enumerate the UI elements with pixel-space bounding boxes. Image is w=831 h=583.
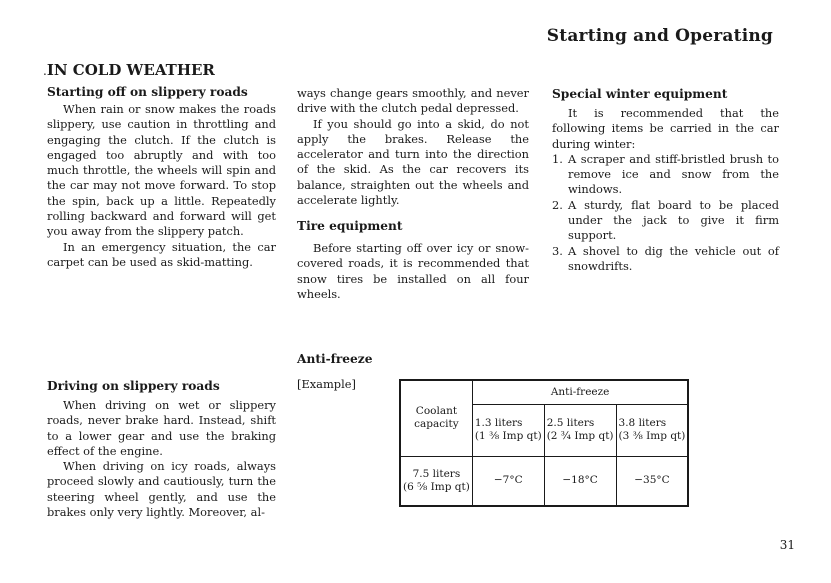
example-label: [Example] [297, 377, 356, 391]
table-group-header: Anti-freeze [472, 380, 688, 404]
list-item: 1. A scraper and stiff-bristled brush to remove ice and snow from the windows. [552, 151, 779, 197]
paragraph: It is recommended that the following items be carried in the car during winter: [552, 106, 779, 151]
table-cell: −7°C [472, 456, 544, 506]
page-title: Starting and Operating [546, 26, 773, 46]
paragraph: When driving on wet or slippery roads, never brake hard. Instead, shift to a lower gear and use the braking effect of the engine. [47, 398, 276, 458]
table-header-cell: 1.3 liters (1 ⅜ Imp qt) [472, 404, 544, 456]
section-title-text: IN COLD WEATHER [46, 61, 215, 79]
body-winter-equipment [552, 106, 779, 274]
section-driving-slippery [47, 379, 276, 520]
table-row-header: Coolant capacity [400, 380, 472, 456]
subheading-starting-slippery: Starting off on slippery roads [47, 85, 248, 99]
paragraph: When driving on icy roads, always proceed slowly and cautiously, turn the steering wheel gently, and use the brakes only very lightly. Moreover, al- [47, 459, 276, 520]
section-continued [297, 86, 529, 208]
body-starting-slippery [47, 102, 276, 270]
paragraph: Before starting off over icy or snow-covered roads, it is recommended that snow tires be installed on all four wheels. [297, 241, 529, 301]
table-cell-capacity: 7.5 liters (6 ⅝ Imp qt) [400, 456, 472, 506]
paragraph: ways change gears smoothly, and never drive with the clutch pedal depressed. [297, 86, 529, 116]
subheading-anti-freeze: Anti-freeze [297, 352, 373, 366]
section-starting-slippery [47, 85, 276, 270]
body-tire-equipment [297, 241, 529, 302]
winter-equipment-list [552, 152, 779, 274]
section-winter-equipment [552, 87, 779, 274]
section-title-mark: . [43, 64, 47, 78]
table-cell: −18°C [544, 456, 616, 506]
list-item: 3. A shovel to dig the vehicle out of snowdrifts. [552, 243, 779, 273]
body-driving-slippery [47, 398, 276, 520]
subheading-driving-slippery: Driving on slippery roads [47, 379, 220, 393]
section-title [43, 61, 215, 79]
anti-freeze-table [399, 379, 689, 507]
page-number: 31 [779, 538, 795, 552]
subheading-tire-equipment: Tire equipment [297, 219, 403, 233]
paragraph: When rain or snow makes the roads slippery, use caution in throttling and engaging the clutch. If the clutch is engaged too abruptly and with too much throttle, the wheels will spin and the car may not move forward. To stop the spin, back up a little. Repeatedly rolling backward and forward will get you away from the slippery patch. [47, 102, 276, 239]
table-header-cell: 2.5 liters (2 ¾ Imp qt) [544, 404, 616, 456]
body-continued [297, 86, 529, 208]
table-header-cell: 3.8 liters (3 ⅜ Imp qt) [616, 404, 688, 456]
table-cell: −35°C [616, 456, 688, 506]
section-tire-equipment [297, 219, 529, 302]
paragraph: If you should go into a skid, do not apply the brakes. Release the accelerator and turn into the direction of the skid. As the car recovers its balance, straighten out the wheels and accelerate lightly. [297, 116, 529, 208]
table-row [400, 456, 688, 506]
list-item: 2. A sturdy, flat board to be placed under the jack to give it firm support. [552, 197, 779, 243]
paragraph: In an emergency situation, the car carpet can be used as skid-matting. [47, 239, 276, 269]
subheading-winter-equipment: Special winter equipment [552, 87, 728, 101]
